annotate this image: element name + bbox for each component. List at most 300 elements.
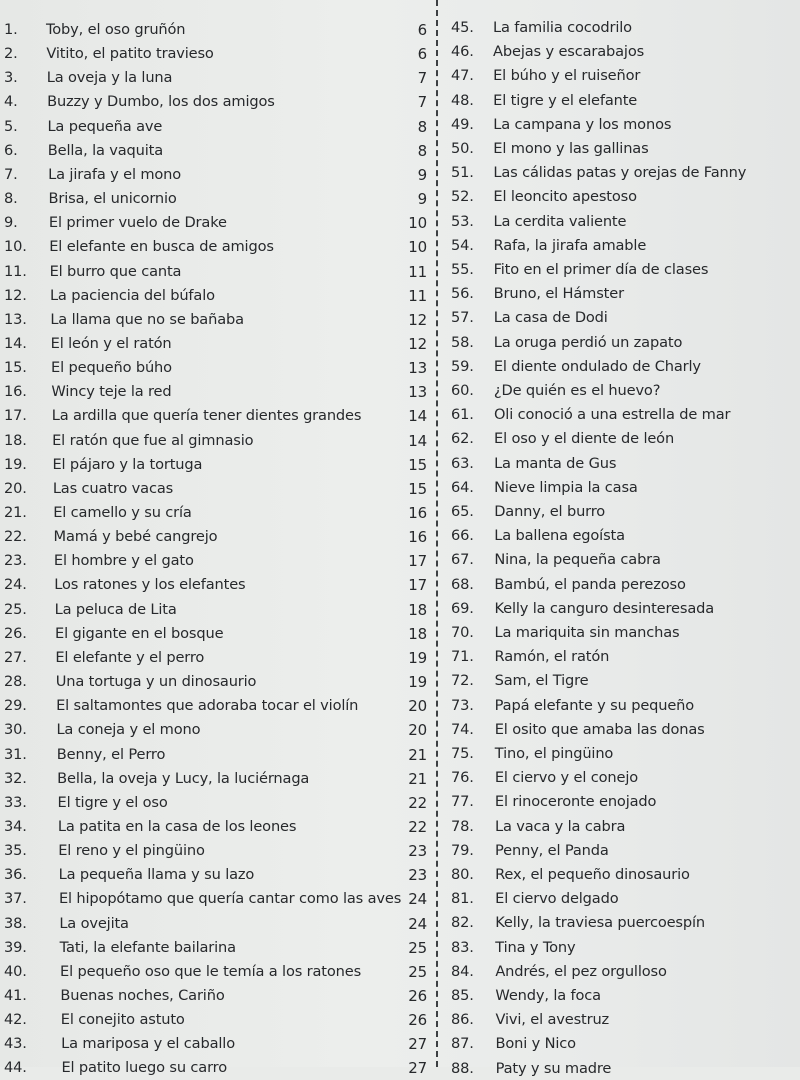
entry-title: El pequeño oso que le temía a los ratones bbox=[60, 962, 362, 980]
entry-title: Penny, el Panda bbox=[495, 841, 609, 859]
entry-title: El saltamontes que adoraba tocar el violín bbox=[56, 697, 359, 715]
contents-entry bbox=[4, 285, 432, 307]
entry-page-number: 20 bbox=[408, 721, 427, 740]
entry-title: Rex, el pequeño dinosaurio bbox=[495, 866, 690, 883]
entry-number: 5. bbox=[4, 117, 18, 135]
entry-page-number: 9 bbox=[417, 165, 427, 184]
contents-entry bbox=[4, 695, 432, 717]
entry-page-number: 14 bbox=[408, 407, 427, 426]
entry-page-number: 12 bbox=[408, 334, 427, 353]
contents-entry bbox=[4, 913, 432, 935]
entry-number: 71. bbox=[451, 648, 474, 666]
contents-entry bbox=[4, 768, 432, 790]
entry-page-number: 15 bbox=[408, 455, 427, 474]
contents-entry bbox=[451, 259, 796, 281]
entry-title: El ciervo delgado bbox=[495, 890, 619, 908]
entry-number: 75. bbox=[451, 745, 474, 762]
contents-entry bbox=[4, 19, 432, 41]
contents-entry bbox=[4, 526, 432, 548]
entry-number: 60. bbox=[451, 382, 474, 399]
entry-number: 70. bbox=[451, 624, 474, 641]
entry-number: 88. bbox=[451, 1059, 474, 1077]
entry-number: 18. bbox=[4, 431, 27, 449]
contents-entry bbox=[4, 236, 432, 258]
entry-title: La manta de Gus bbox=[494, 454, 617, 472]
entry-page-number: 22 bbox=[408, 817, 427, 836]
entry-number: 79. bbox=[451, 841, 474, 859]
contents-entry bbox=[4, 792, 432, 814]
entry-number: 51. bbox=[451, 164, 474, 182]
entry-number: 57. bbox=[451, 309, 474, 327]
entry-number: 39. bbox=[4, 938, 27, 956]
entry-number: 33. bbox=[4, 793, 27, 811]
contents-entry bbox=[4, 67, 432, 89]
entry-number: 15. bbox=[4, 359, 27, 377]
entry-title: Vivi, el avestruz bbox=[495, 1011, 610, 1029]
entry-title: El primer vuelo de Drake bbox=[48, 214, 227, 232]
entry-number: 47. bbox=[451, 67, 474, 85]
contents-entry bbox=[451, 816, 796, 838]
entry-title: La campana y los monos bbox=[493, 115, 672, 133]
entry-title: La peluca de Lita bbox=[54, 600, 177, 618]
entry-title: El tigre y el elefante bbox=[493, 91, 638, 109]
entry-page-number: 21 bbox=[408, 769, 427, 788]
entry-title: Buzzy y Dumbo, los dos amigos bbox=[47, 93, 275, 111]
entry-page-number: 27 bbox=[408, 1059, 427, 1078]
entry-number: 24. bbox=[4, 576, 27, 594]
entry-page-number: 23 bbox=[408, 842, 427, 861]
entry-title: Vitito, el patito travieso bbox=[46, 45, 214, 63]
entry-page-number: 11 bbox=[408, 286, 427, 305]
entry-title: El diente ondulado de Charly bbox=[493, 357, 701, 375]
entry-title: Oli conoció a una estrella de mar bbox=[493, 406, 731, 424]
entry-title: El ratón que fue al gimnasio bbox=[52, 431, 254, 449]
contents-entry bbox=[451, 404, 796, 426]
entry-page-number: 24 bbox=[408, 890, 427, 909]
contents-entry bbox=[451, 598, 796, 620]
entry-title: Benny, el Perro bbox=[56, 745, 166, 763]
entry-number: 40. bbox=[4, 962, 27, 980]
entry-title: El rinoceronte enojado bbox=[494, 793, 657, 811]
entry-title: La mariquita sin manchas bbox=[494, 624, 680, 641]
contents-entry bbox=[4, 381, 432, 403]
entry-number: 35. bbox=[4, 842, 27, 860]
contents-entry bbox=[4, 164, 432, 186]
entry-number: 56. bbox=[451, 285, 474, 303]
entry-number: 45. bbox=[451, 19, 474, 36]
entry-title: La casa de Dodi bbox=[493, 309, 608, 327]
contents-entry bbox=[4, 43, 432, 65]
entry-page-number: 14 bbox=[408, 431, 427, 450]
entry-page-number: 26 bbox=[408, 1011, 427, 1030]
contents-entry bbox=[451, 574, 796, 596]
entry-page-number: 12 bbox=[408, 310, 427, 329]
entry-page-number: 16 bbox=[408, 528, 427, 547]
entry-page-number: 11 bbox=[408, 262, 427, 281]
entry-page-number: 19 bbox=[408, 648, 427, 667]
contents-entry bbox=[4, 937, 432, 959]
entry-page-number: 24 bbox=[408, 914, 427, 933]
entry-number: 32. bbox=[4, 769, 27, 787]
entry-number: 77. bbox=[451, 793, 474, 811]
entry-page-number: 18 bbox=[408, 600, 427, 619]
contents-entry bbox=[4, 430, 432, 452]
contents-entry bbox=[4, 574, 432, 596]
entry-title: El león y el ratón bbox=[50, 334, 172, 352]
entry-title: Mamá y bebé cangrejo bbox=[53, 528, 218, 546]
entry-title: El hipopótamo que quería cantar como las aves bbox=[58, 890, 402, 908]
entry-number: 85. bbox=[451, 987, 474, 1004]
contents-entry bbox=[451, 380, 796, 402]
contents-entry bbox=[4, 140, 432, 162]
entry-title: Una tortuga y un dinosaurio bbox=[55, 673, 257, 691]
entry-number: 66. bbox=[451, 527, 474, 545]
entry-title: La oruga perdió un zapato bbox=[493, 333, 683, 351]
entry-page-number: 8 bbox=[417, 117, 427, 136]
entry-number: 4. bbox=[4, 93, 18, 111]
contents-entry bbox=[451, 428, 796, 450]
entry-number: 21. bbox=[4, 504, 27, 521]
contents-entry bbox=[4, 985, 432, 1007]
entry-title: La ballena egoísta bbox=[494, 527, 625, 545]
entry-number: 50. bbox=[451, 140, 474, 157]
contents-entry bbox=[451, 114, 796, 136]
entry-title: El tigre y el oso bbox=[57, 793, 168, 811]
entry-number: 26. bbox=[4, 624, 27, 642]
entry-title: La oveja y la luna bbox=[46, 69, 173, 87]
entry-number: 31. bbox=[4, 745, 27, 763]
entry-number: 78. bbox=[451, 817, 474, 835]
contents-entry bbox=[451, 17, 796, 39]
entry-title: Los ratones y los elefantes bbox=[54, 576, 246, 594]
entry-title: El camello y su cría bbox=[53, 504, 192, 521]
entry-number: 8. bbox=[4, 190, 18, 208]
entry-number: 42. bbox=[4, 1011, 27, 1029]
entry-title: El reno y el pingüino bbox=[58, 842, 205, 860]
entry-title: El búho y el ruiseñor bbox=[493, 67, 641, 85]
entry-number: 87. bbox=[451, 1035, 474, 1053]
entry-number: 62. bbox=[451, 430, 474, 448]
entry-title: La pequeña llama y su lazo bbox=[58, 866, 255, 884]
entry-number: 9. bbox=[4, 214, 18, 232]
contents-entry bbox=[451, 186, 796, 208]
contents-entry bbox=[4, 671, 432, 693]
entry-title: El elefante en busca de amigos bbox=[49, 238, 274, 256]
entry-page-number: 10 bbox=[408, 214, 427, 233]
entry-page-number: 20 bbox=[408, 697, 427, 716]
contents-entry bbox=[451, 477, 796, 499]
contents-entry bbox=[451, 1058, 796, 1080]
contents-entry bbox=[451, 646, 796, 668]
entry-title: El osito que amaba las donas bbox=[494, 720, 705, 738]
entry-number: 29. bbox=[4, 697, 27, 715]
contents-entry bbox=[451, 743, 796, 765]
entry-page-number: 17 bbox=[408, 576, 427, 595]
contents-entry bbox=[4, 212, 432, 234]
contents-entry bbox=[451, 356, 796, 378]
entry-title: El elefante y el perro bbox=[55, 648, 205, 666]
entry-page-number: 7 bbox=[417, 93, 427, 112]
entry-number: 23. bbox=[4, 552, 27, 570]
entry-title: Bambú, el panda perezoso bbox=[494, 575, 686, 593]
entry-number: 12. bbox=[4, 286, 27, 304]
contents-entry bbox=[451, 840, 796, 862]
entry-number: 22. bbox=[4, 528, 27, 546]
entry-page-number: 16 bbox=[408, 504, 427, 522]
entry-number: 73. bbox=[451, 696, 474, 714]
entry-title: Toby, el oso gruñón bbox=[46, 21, 186, 38]
contents-column-right bbox=[437, 0, 800, 1077]
entry-title: La patita en la casa de los leones bbox=[57, 817, 297, 835]
entry-number: 30. bbox=[4, 721, 27, 739]
entry-page-number: 13 bbox=[408, 359, 427, 378]
entry-number: 69. bbox=[451, 599, 474, 617]
contents-entry bbox=[451, 549, 796, 571]
entry-number: 46. bbox=[451, 43, 474, 61]
contents-entry bbox=[4, 116, 432, 138]
entry-page-number: 15 bbox=[408, 479, 427, 498]
entry-number: 58. bbox=[451, 333, 474, 351]
entry-number: 10. bbox=[4, 238, 27, 256]
entry-number: 65. bbox=[451, 503, 474, 520]
contents-entry bbox=[451, 695, 796, 717]
entry-number: 54. bbox=[451, 236, 474, 254]
entry-title: La pequeña ave bbox=[47, 117, 163, 135]
entry-title: Bella, la vaquita bbox=[47, 141, 164, 159]
entry-title: Paty y su madre bbox=[495, 1059, 612, 1077]
entry-title: Bella, la oveja y Lucy, la luciérnaga bbox=[57, 769, 310, 787]
contents-entry bbox=[451, 307, 796, 329]
entry-number: 44. bbox=[4, 1059, 27, 1077]
contents-entry bbox=[451, 912, 796, 934]
entry-title: Papá elefante y su pequeño bbox=[494, 696, 695, 714]
contents-entry bbox=[4, 1057, 432, 1079]
contents-entry bbox=[4, 647, 432, 669]
contents-entry bbox=[4, 623, 432, 645]
entry-number: 20. bbox=[4, 479, 27, 497]
entry-number: 25. bbox=[4, 600, 27, 618]
contents-entry bbox=[451, 937, 796, 959]
entry-title: Tati, la elefante bailarina bbox=[59, 938, 236, 956]
entry-title: Las cuatro vacas bbox=[52, 479, 174, 497]
contents-entry bbox=[451, 622, 796, 644]
contents-entry bbox=[4, 333, 432, 355]
entry-title: El ciervo y el conejo bbox=[494, 769, 638, 787]
entry-number: 61. bbox=[451, 406, 474, 424]
entry-title: La vaca y la cabra bbox=[494, 817, 626, 835]
entry-title: La ardilla que quería tener dientes grandes bbox=[51, 407, 362, 425]
entry-page-number: 22 bbox=[408, 793, 427, 812]
contents-entry bbox=[451, 235, 796, 257]
entry-title: Fito en el primer día de clases bbox=[493, 261, 709, 278]
contents-entry bbox=[451, 525, 796, 547]
entry-title: Tina y Tony bbox=[495, 938, 576, 956]
entry-number: 43. bbox=[4, 1035, 27, 1053]
entry-title: Danny, el burro bbox=[494, 503, 606, 520]
entry-number: 86. bbox=[451, 1011, 474, 1029]
entry-number: 13. bbox=[4, 310, 27, 328]
contents-entry bbox=[4, 864, 432, 886]
entry-number: 52. bbox=[451, 188, 474, 206]
entry-number: 68. bbox=[451, 575, 474, 593]
entry-title: Kelly, la traviesa puercoespín bbox=[495, 914, 705, 932]
entry-title: El pájaro y la tortuga bbox=[52, 455, 203, 473]
entry-page-number: 26 bbox=[408, 987, 427, 1005]
entry-number: 28. bbox=[4, 673, 27, 691]
entry-number: 48. bbox=[451, 91, 474, 109]
contents-entry bbox=[451, 864, 796, 886]
entry-page-number: 21 bbox=[408, 745, 427, 764]
entry-page-number: 19 bbox=[408, 673, 427, 692]
contents-entry bbox=[4, 744, 432, 766]
entry-number: 84. bbox=[451, 962, 474, 980]
entry-title: El gigante en el bosque bbox=[55, 624, 224, 642]
entry-page-number: 18 bbox=[408, 624, 427, 643]
entry-title: Las cálidas patas y orejas de Fanny bbox=[493, 164, 747, 182]
contents-entry bbox=[451, 162, 796, 184]
entry-number: 83. bbox=[451, 938, 474, 956]
entry-title: La jirafa y el mono bbox=[48, 165, 182, 183]
entry-number: 55. bbox=[451, 261, 474, 278]
contents-entry bbox=[4, 454, 432, 476]
contents-entry bbox=[4, 502, 432, 524]
entry-number: 81. bbox=[451, 890, 474, 908]
contents-entry bbox=[4, 91, 432, 113]
contents-entry bbox=[451, 985, 796, 1007]
entry-title: Buenas noches, Cariño bbox=[60, 987, 225, 1004]
entry-number: 34. bbox=[4, 817, 27, 835]
entry-page-number: 10 bbox=[408, 238, 427, 257]
entry-page-number: 23 bbox=[408, 866, 427, 885]
entry-number: 53. bbox=[451, 212, 474, 230]
contents-entry bbox=[4, 888, 432, 910]
entry-title: La familia cocodrilo bbox=[493, 19, 632, 36]
entry-number: 6. bbox=[4, 141, 18, 159]
entry-page-number: 8 bbox=[417, 141, 427, 160]
entry-number: 16. bbox=[4, 383, 27, 401]
contents-entry bbox=[451, 138, 796, 160]
contents-entry bbox=[451, 283, 796, 305]
contents-entry bbox=[451, 90, 796, 112]
contents-entry bbox=[451, 41, 796, 63]
contents-entry bbox=[4, 816, 432, 838]
entry-number: 37. bbox=[4, 890, 27, 908]
contents-entry bbox=[451, 1033, 796, 1055]
entry-page-number: 25 bbox=[408, 962, 427, 981]
entry-number: 1. bbox=[4, 21, 18, 38]
entry-title: Kelly la canguro desinteresada bbox=[494, 599, 715, 617]
entry-title: Tino, el pingüino bbox=[494, 745, 614, 762]
entry-title: La mariposa y el caballo bbox=[61, 1035, 235, 1053]
entry-page-number: 9 bbox=[417, 190, 427, 209]
entry-number: 27. bbox=[4, 648, 27, 666]
entry-title: Bruno, el Hámster bbox=[493, 285, 624, 303]
contents-entry bbox=[4, 550, 432, 572]
entry-number: 3. bbox=[4, 69, 18, 87]
entry-title: Brisa, el unicornio bbox=[48, 190, 177, 208]
entry-number: 19. bbox=[4, 455, 27, 473]
entry-number: 72. bbox=[451, 672, 474, 690]
entry-number: 7. bbox=[4, 165, 18, 183]
contents-entry bbox=[451, 332, 796, 354]
contents-entry bbox=[4, 719, 432, 741]
entry-number: 38. bbox=[4, 914, 27, 932]
entry-title: El hombre y el gato bbox=[53, 552, 194, 570]
entry-page-number: 27 bbox=[408, 1035, 427, 1054]
contents-entry bbox=[451, 211, 796, 233]
entry-page-number: 17 bbox=[408, 552, 427, 571]
contents-entry bbox=[451, 453, 796, 475]
entry-page-number: 6 bbox=[417, 45, 427, 64]
entry-page-number: 7 bbox=[417, 69, 427, 88]
contents-entry bbox=[4, 599, 432, 621]
entry-page-number: 13 bbox=[408, 383, 427, 402]
entry-number: 80. bbox=[451, 866, 474, 883]
contents-entry bbox=[4, 1033, 432, 1055]
contents-entry bbox=[451, 719, 796, 741]
entry-title: La paciencia del búfalo bbox=[49, 286, 215, 304]
entry-number: 59. bbox=[451, 357, 474, 375]
entry-title: Boni y Nico bbox=[495, 1035, 576, 1053]
contents-entry bbox=[451, 670, 796, 692]
entry-title: El pequeño búho bbox=[51, 359, 172, 377]
entry-title: El oso y el diente de león bbox=[494, 430, 675, 448]
contents-entry bbox=[4, 357, 432, 379]
entry-number: 41. bbox=[4, 987, 27, 1004]
contents-entry bbox=[4, 188, 432, 210]
entry-number: 2. bbox=[4, 45, 18, 63]
entry-title: ¿De quién es el huevo? bbox=[493, 382, 661, 399]
entry-page-number: 6 bbox=[417, 21, 427, 39]
entry-number: 11. bbox=[4, 262, 27, 280]
contents-entry bbox=[451, 501, 796, 523]
entry-title: Nieve limpia la casa bbox=[494, 478, 638, 496]
contents-entry bbox=[451, 767, 796, 789]
entry-number: 74. bbox=[451, 720, 474, 738]
entry-title: Wincy teje la red bbox=[51, 383, 172, 401]
entry-title: La cerdita valiente bbox=[493, 212, 627, 230]
entry-title: Ramón, el ratón bbox=[494, 648, 610, 666]
contents-entry bbox=[451, 961, 796, 983]
entry-title: Rafa, la jirafa amable bbox=[493, 236, 647, 254]
entry-title: Abejas y escarabajos bbox=[493, 43, 645, 61]
entry-title: La ovejita bbox=[59, 914, 129, 932]
contents-entry bbox=[451, 1009, 796, 1031]
entry-title: El conejito astuto bbox=[60, 1011, 185, 1029]
entry-title: El mono y las gallinas bbox=[493, 140, 649, 157]
contents-entry bbox=[4, 840, 432, 862]
contents-entry bbox=[4, 309, 432, 331]
contents-entry bbox=[4, 1009, 432, 1031]
contents-entry bbox=[451, 791, 796, 813]
contents-entry bbox=[4, 405, 432, 427]
entry-title: Andrés, el pez orgulloso bbox=[495, 962, 667, 980]
entry-title: El leoncito apestoso bbox=[493, 188, 637, 206]
entry-page-number: 25 bbox=[408, 938, 427, 957]
entry-number: 63. bbox=[451, 454, 474, 472]
entry-number: 76. bbox=[451, 769, 474, 787]
entry-title: Sam, el Tigre bbox=[494, 672, 589, 690]
entry-number: 36. bbox=[4, 866, 27, 884]
entry-title: La coneja y el mono bbox=[56, 721, 201, 739]
entry-number: 14. bbox=[4, 334, 27, 352]
contents-entry bbox=[4, 961, 432, 983]
entry-number: 82. bbox=[451, 914, 474, 932]
entry-title: Nina, la pequeña cabra bbox=[494, 551, 661, 569]
entry-title: El burro que canta bbox=[49, 262, 182, 280]
entry-title: Wendy, la foca bbox=[495, 987, 601, 1004]
entry-title: El patito luego su carro bbox=[61, 1059, 227, 1077]
